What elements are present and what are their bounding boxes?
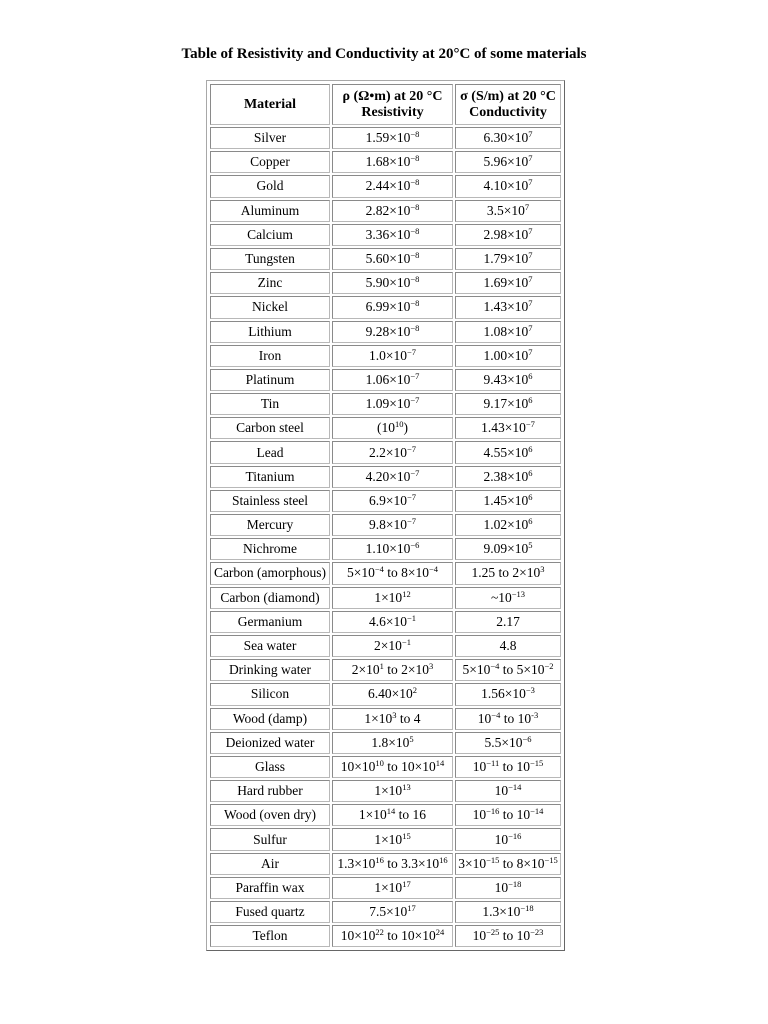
cell-resistivity: $4.6\times 10^{-1}$	[332, 611, 453, 633]
table-row	[210, 417, 561, 439]
cell-conductivity: $1.43\times 10^7$	[455, 296, 561, 318]
cell-resistivity: $10\times 10^{10}$ to $10\times 10^{14}$	[332, 756, 453, 778]
cell-resistivity: $1\times 10^{13}$	[332, 780, 453, 802]
cell-conductivity: $1.69\times 10^7$	[455, 272, 561, 294]
cell-material: Copper	[210, 151, 330, 173]
cell-material: Wood (damp)	[210, 708, 330, 730]
table-row	[210, 635, 561, 657]
cell-material: Germanium	[210, 611, 330, 633]
cell-material: Sulfur	[210, 828, 330, 850]
cell-material: Drinking water	[210, 659, 330, 681]
cell-material: Calcium	[210, 224, 330, 246]
cell-resistivity: $6.40\times 10^2$	[332, 683, 453, 705]
cell-resistivity: $1\times 10^{15}$	[332, 828, 453, 850]
cell-conductivity: $1.08\times 10^7$	[455, 321, 561, 343]
cell-conductivity: $10^{-16}$	[455, 828, 561, 850]
table-row	[210, 587, 561, 609]
cell-conductivity: $2.38\times 10^6$	[455, 466, 561, 488]
cell-material: Stainless steel	[210, 490, 330, 512]
cell-conductivity: $1.00\times 10^7$	[455, 345, 561, 367]
table-row	[210, 756, 561, 778]
cell-material: Aluminum	[210, 200, 330, 222]
cell-material: Deionized water	[210, 732, 330, 754]
cell-conductivity: $5\times 10^{-4}$ to $5\times 10^{-2}$	[455, 659, 561, 681]
cell-conductivity: $1.79\times 10^7$	[455, 248, 561, 270]
cell-material: Lithium	[210, 321, 330, 343]
cell-material: Mercury	[210, 514, 330, 536]
table-row	[210, 514, 561, 536]
cell-material: Silicon	[210, 683, 330, 705]
table-row	[210, 538, 561, 560]
header-conductivity	[455, 84, 561, 125]
cell-resistivity: $1\times 10^3$ to 4	[332, 708, 453, 730]
cell-material: Glass	[210, 756, 330, 778]
cell-resistivity: $2.82\times 10^{-8}$	[332, 200, 453, 222]
cell-resistivity: $1\times 10^{14}$ to 16	[332, 804, 453, 826]
cell-conductivity: $3\times 10^{-15}$ to $8\times 10^{-15}$	[455, 853, 561, 875]
cell-conductivity: $1.3\times 10^{-18}$	[455, 901, 561, 923]
header-resistivity-label: Resistivity	[361, 104, 424, 120]
cell-conductivity: $6.30\times 10^7$	[455, 127, 561, 149]
table-row	[210, 224, 561, 246]
cell-resistivity: $5\times 10^{-4}$ to $8\times 10^{-4}$	[332, 562, 453, 584]
table-row	[210, 804, 561, 826]
cell-material: Carbon (diamond)	[210, 587, 330, 609]
cell-resistivity: $1.06\times 10^{-7}$	[332, 369, 453, 391]
table-row	[210, 200, 561, 222]
cell-resistivity: $1.3\times 10^{16}$ to $3.3\times 10^{16}$	[332, 853, 453, 875]
table-row	[210, 369, 561, 391]
cell-material: Tungsten	[210, 248, 330, 270]
cell-conductivity: $4.55\times 10^6$	[455, 441, 561, 463]
table-row	[210, 708, 561, 730]
cell-conductivity: $5.96\times 10^7$	[455, 151, 561, 173]
table-row	[210, 345, 561, 367]
cell-resistivity: $1\times 10^{12}$	[332, 587, 453, 609]
cell-resistivity: $2.2\times 10^{-7}$	[332, 441, 453, 463]
cell-resistivity: $2\times 10^{-1}$	[332, 635, 453, 657]
cell-resistivity: $6.9\times 10^{-7}$	[332, 490, 453, 512]
cell-conductivity: $10^{-18}$	[455, 877, 561, 899]
cell-conductivity: $10^{-11}$ to $10^{-15}$	[455, 756, 561, 778]
cell-conductivity: 4.8	[455, 635, 561, 657]
table-row	[210, 127, 561, 149]
table-row	[210, 321, 561, 343]
table-row	[210, 466, 561, 488]
cell-resistivity: $2.44\times 10^{-8}$	[332, 175, 453, 197]
cell-material: Air	[210, 853, 330, 875]
cell-material: Platinum	[210, 369, 330, 391]
table-row	[210, 901, 561, 923]
cell-resistivity: $9.28\times 10^{-8}$	[332, 321, 453, 343]
cell-material: Teflon	[210, 925, 330, 947]
table-header-row	[210, 84, 561, 125]
cell-resistivity: $5.60\times 10^{-8}$	[332, 248, 453, 270]
cell-resistivity: $1.10\times 10^{-6}$	[332, 538, 453, 560]
cell-resistivity: $1.68\times 10^{-8}$	[332, 151, 453, 173]
cell-resistivity: $1.0\times 10^{-7}$	[332, 345, 453, 367]
cell-conductivity: $10^{-16}$ to $10^{-14}$	[455, 804, 561, 826]
cell-resistivity: $9.8\times 10^{-7}$	[332, 514, 453, 536]
table-row	[210, 151, 561, 173]
cell-conductivity: $3.5\times 10^7$	[455, 200, 561, 222]
cell-conductivity: 2.17	[455, 611, 561, 633]
header-resistivity	[332, 84, 453, 125]
cell-conductivity: $10^{-4}$ to $10^{-3}$	[455, 708, 561, 730]
cell-material: Iron	[210, 345, 330, 367]
table-row	[210, 732, 561, 754]
table-row	[210, 683, 561, 705]
cell-resistivity: $6.99\times 10^{-8}$	[332, 296, 453, 318]
cell-resistivity: $7.5\times 10^{17}$	[332, 901, 453, 923]
cell-conductivity: $5.5\times 10^{-6}$	[455, 732, 561, 754]
cell-material: Gold	[210, 175, 330, 197]
table-row	[210, 925, 561, 947]
cell-material: Fused quartz	[210, 901, 330, 923]
cell-resistivity: $1.8\times 10^5$	[332, 732, 453, 754]
cell-material: Titanium	[210, 466, 330, 488]
cell-conductivity: $1.45\times 10^6$	[455, 490, 561, 512]
cell-resistivity: $1\times 10^{17}$	[332, 877, 453, 899]
table-row	[210, 441, 561, 463]
cell-resistivity: $1.09\times 10^{-7}$	[332, 393, 453, 415]
cell-resistivity: $3.36\times 10^{-8}$	[332, 224, 453, 246]
cell-conductivity: $2.98\times 10^7$	[455, 224, 561, 246]
cell-conductivity: $1.43\times 10^{-7}$	[455, 417, 561, 439]
table-row	[210, 611, 561, 633]
cell-material: Nickel	[210, 296, 330, 318]
table-row	[210, 828, 561, 850]
header-material: Material	[210, 84, 330, 125]
cell-conductivity: 1.25 to $2\times 10^3$	[455, 562, 561, 584]
table-row	[210, 248, 561, 270]
table-row	[210, 272, 561, 294]
cell-resistivity: $1.59\times 10^{-8}$	[332, 127, 453, 149]
header-conductivity-label: Conductivity	[469, 104, 547, 120]
cell-material: Tin	[210, 393, 330, 415]
cell-resistivity: $2\times 10^1$ to $2\times 10^3$	[332, 659, 453, 681]
cell-material: Hard rubber	[210, 780, 330, 802]
cell-material: Zinc	[210, 272, 330, 294]
resistivity-table	[206, 80, 565, 951]
cell-material: Carbon (amorphous)	[210, 562, 330, 584]
table-row	[210, 490, 561, 512]
cell-resistivity: $10\times 10^{22}$ to $10\times 10^{24}$	[332, 925, 453, 947]
cell-conductivity: $1.02\times 10^6$	[455, 514, 561, 536]
cell-material: Wood (oven dry)	[210, 804, 330, 826]
cell-conductivity: $9.43\times 10^6$	[455, 369, 561, 391]
cell-conductivity: $\sim 10^{-13}$	[455, 587, 561, 609]
header-conductivity-unit: σ (S/m) at 20 °C	[460, 88, 556, 104]
table-row	[210, 296, 561, 318]
cell-material: Carbon steel	[210, 417, 330, 439]
cell-resistivity: $5.90\times 10^{-8}$	[332, 272, 453, 294]
cell-resistivity: $4.20\times 10^{-7}$	[332, 466, 453, 488]
cell-material: Silver	[210, 127, 330, 149]
cell-conductivity: $4.10\times 10^7$	[455, 175, 561, 197]
cell-conductivity: $10^{-14}$	[455, 780, 561, 802]
cell-conductivity: $1.56\times 10^{-3}$	[455, 683, 561, 705]
table-row	[210, 393, 561, 415]
cell-material: Nichrome	[210, 538, 330, 560]
cell-resistivity: $(10^{10})$	[332, 417, 453, 439]
cell-conductivity: $10^{-25}$ to $10^{-23}$	[455, 925, 561, 947]
table-row	[210, 780, 561, 802]
header-resistivity-unit: ρ (Ω•m) at 20 °C	[342, 88, 443, 104]
cell-material: Paraffin wax	[210, 877, 330, 899]
cell-conductivity: $9.09\times 10^5$	[455, 538, 561, 560]
cell-conductivity: $9.17\times 10^6$	[455, 393, 561, 415]
table-row	[210, 877, 561, 899]
table-row	[210, 562, 561, 584]
cell-material: Sea water	[210, 635, 330, 657]
page-title: Table of Resistivity and Conductivity at 20°C of some materials	[181, 46, 587, 62]
table-row	[210, 853, 561, 875]
table-row	[210, 659, 561, 681]
cell-material: Lead	[210, 441, 330, 463]
table-row	[210, 175, 561, 197]
